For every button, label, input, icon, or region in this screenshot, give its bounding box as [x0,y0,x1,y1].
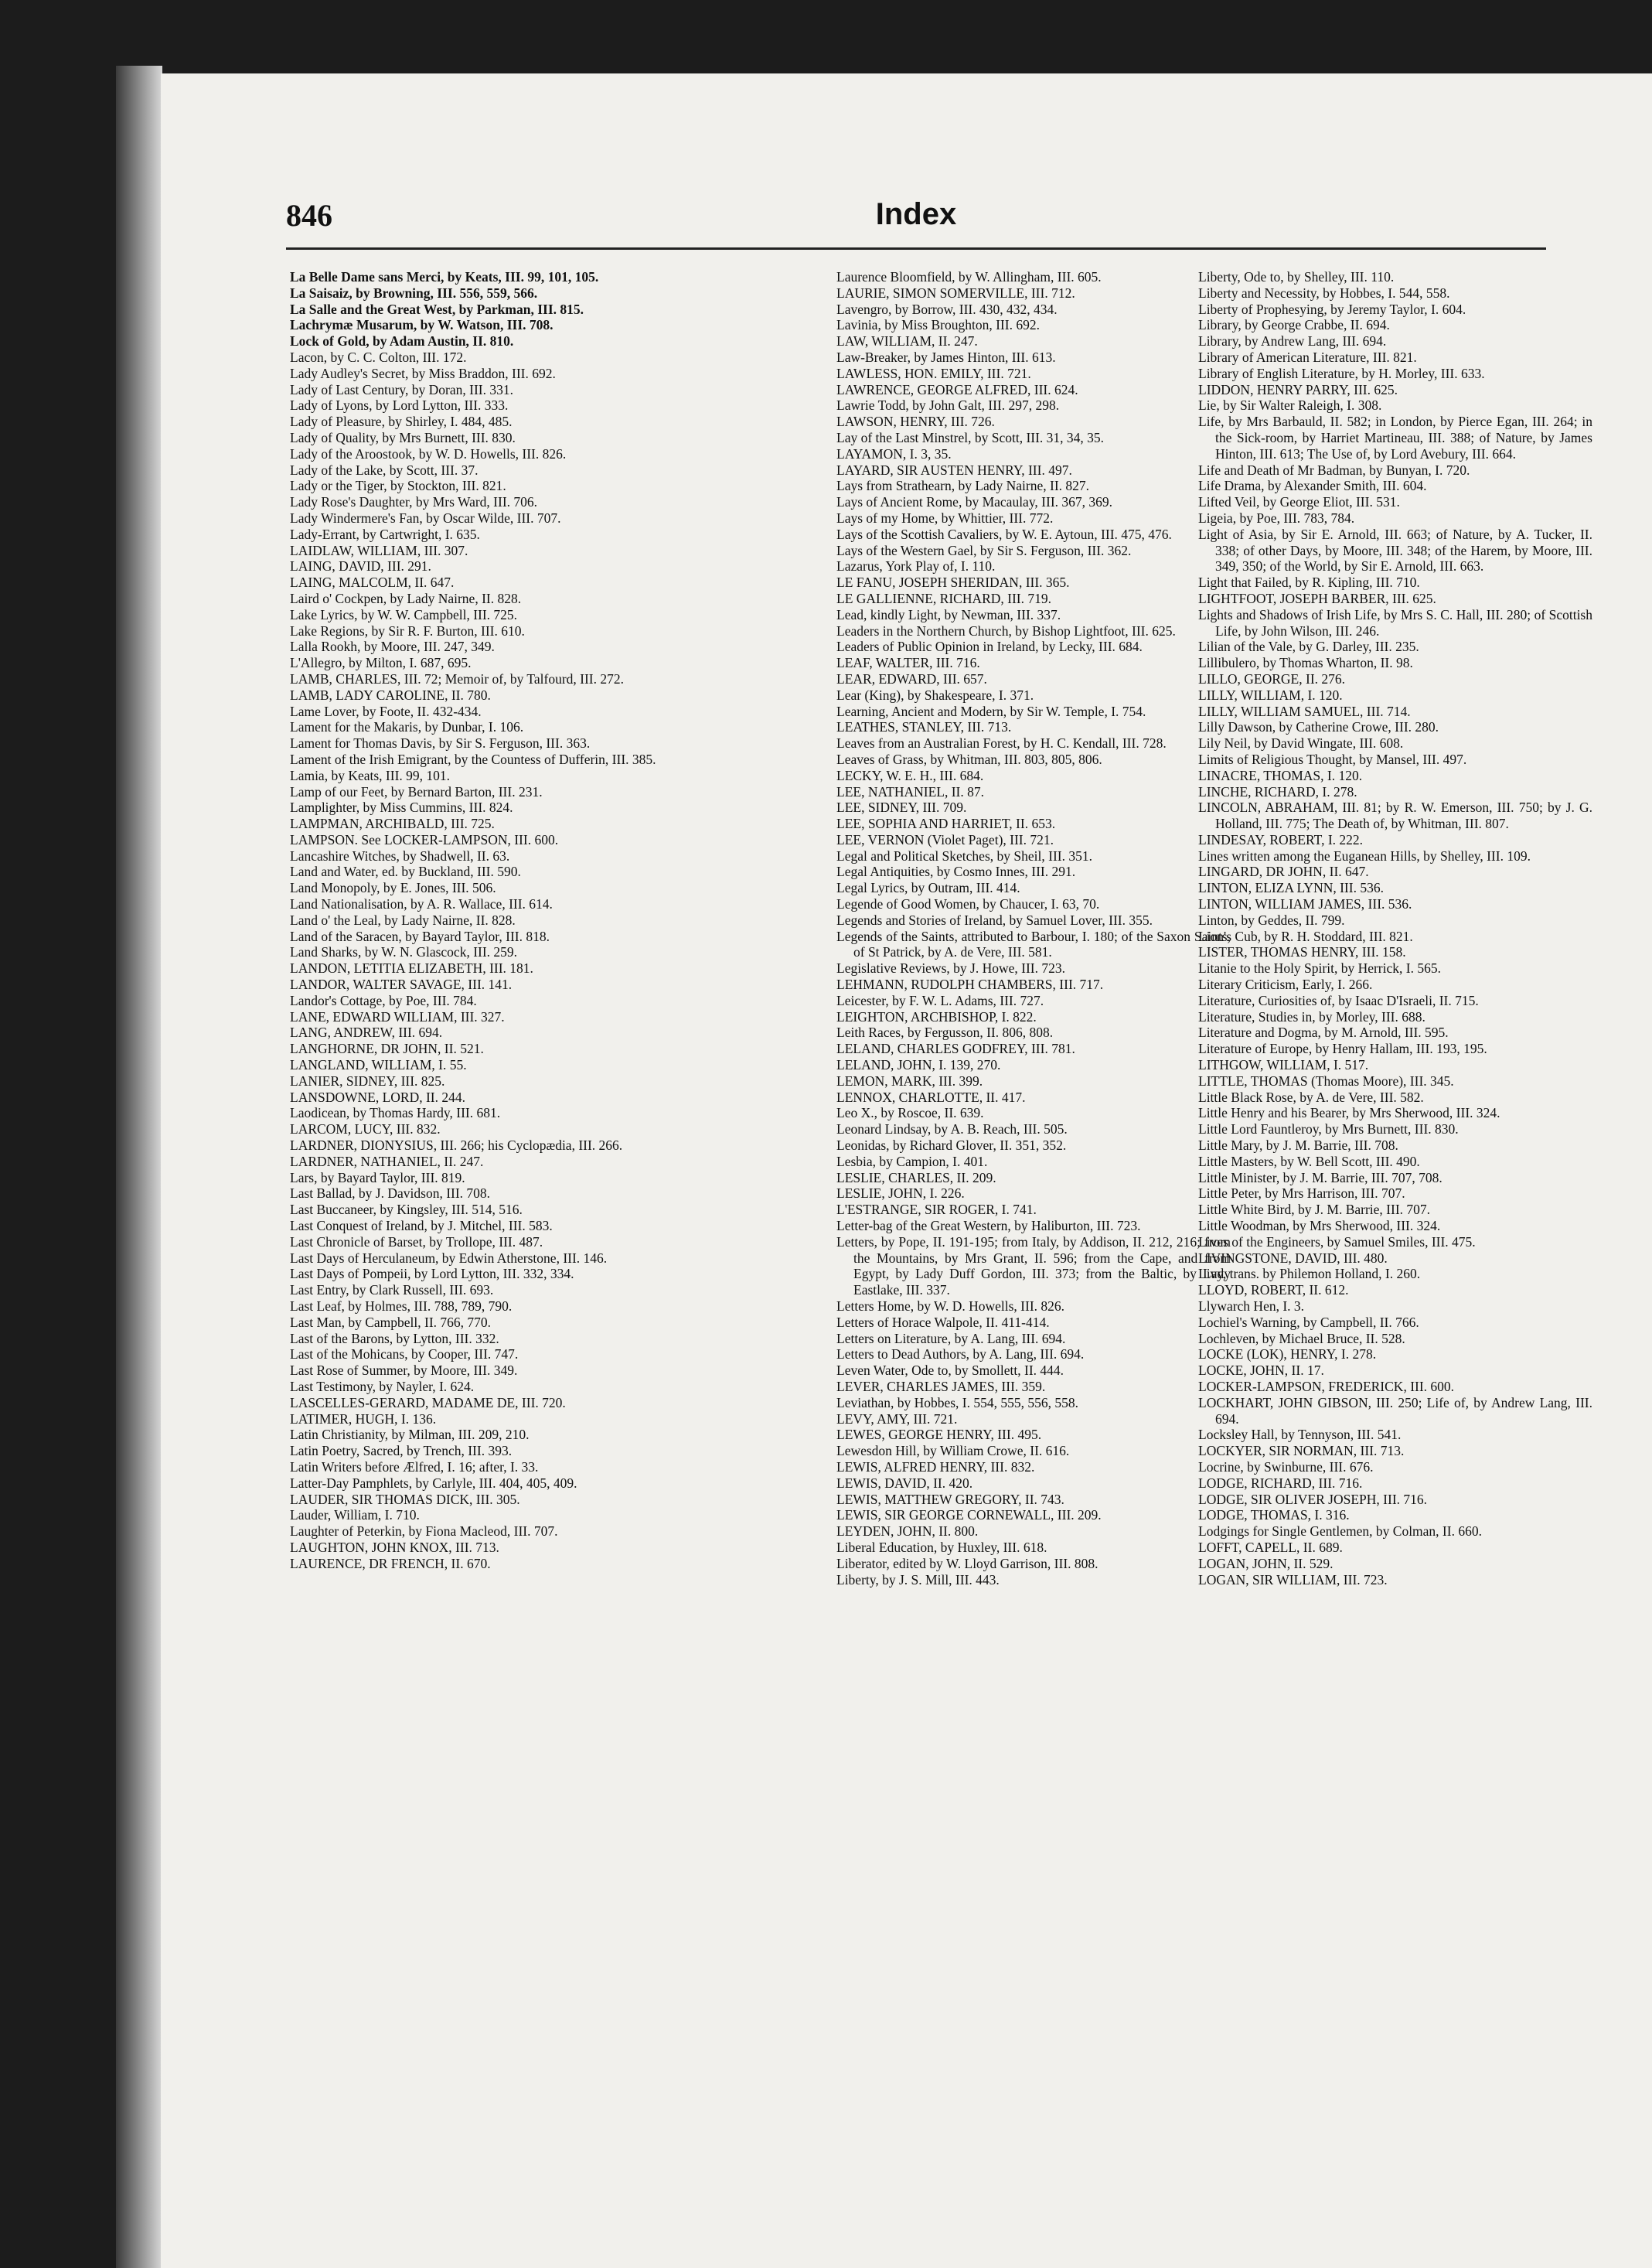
index-entry: Liberal Education, by Huxley, III. 618. [836,1539,1047,1555]
index-entry: Lear (King), by Shakespeare, I. 371. [836,687,1034,703]
index-entry: LELAND, CHARLES GODFREY, III. 781. [836,1041,1075,1057]
index-entry: Laodicean, by Thomas Hardy, III. 681. [290,1105,501,1121]
index-entry: Land Monopoly, by E. Jones, III. 506. [290,880,496,896]
index-entry: Life Drama, by Alexander Smith, III. 604. [1198,478,1427,494]
index-entry: Locrine, by Swinburne, III. 676. [1198,1458,1374,1475]
index-entry: Land of the Saracen, by Bayard Taylor, III. 818. [290,928,550,944]
index-entry: Lights and Shadows of Irish Life, by Mrs S. C. Hall, III. 280; of Scottish Life, by John Wilson, III. 246. [1198,606,1592,639]
index-entry: Latin Christianity, by Milman, III. 209, 210. [290,1427,530,1443]
index-entry: LANSDOWNE, LORD, II. 244. [290,1089,465,1105]
index-entry: LINTON, WILLIAM JAMES, III. 536. [1198,896,1412,912]
index-entry: Lewesdon Hill, by William Crowe, II. 616. [836,1443,1070,1459]
index-entry: LINTON, ELIZA LYNN, III. 536. [1198,880,1384,896]
index-entry: Last Chronicle of Barset, by Trollope, III. 487. [290,1233,543,1250]
index-entry: Landor's Cottage, by Poe, III. 784. [290,992,477,1008]
index-entry: Leo X., by Roscoe, II. 639. [836,1105,984,1121]
index-entry: Litanie to the Holy Spirit, by Herrick, I. 565. [1198,960,1441,977]
index-entry: Lilian of the Vale, by G. Darley, III. 235. [1198,639,1419,655]
index-entry: LISTER, THOMAS HENRY, III. 158. [1198,944,1406,960]
index-entry: Lines written among the Euganean Hills, by Shelley, III. 109. [1198,848,1531,864]
index-entry: LILLY, WILLIAM, I. 120. [1198,687,1343,703]
index-entry: Last Leaf, by Holmes, III. 788, 789, 790. [290,1298,513,1314]
index-entry: LANGLAND, WILLIAM, I. 55. [290,1057,467,1073]
index-entry: La Saisaiz, by Browning, III. 556, 559, 566. [290,285,538,301]
index-entry: LAYARD, SIR AUSTEN HENRY, III. 497. [836,462,1072,478]
index-entry: LOFFT, CAPELL, II. 689. [1198,1539,1343,1555]
index-column-3 [1198,269,1592,1588]
index-entry: Last of the Barons, by Lytton, III. 332. [290,1330,499,1346]
index-entry: LAMB, LADY CAROLINE, II. 780. [290,687,491,703]
index-entry: LAURIE, SIMON SOMERVILLE, III. 712. [836,285,1075,301]
index-entry: Legends of the Saints, attributed to Barbour, I. 180; of the Saxon Saints, of St Patrick, by A. de Vere, III. 581. [836,928,1231,960]
index-entry: Lady of the Lake, by Scott, III. 37. [290,462,479,478]
index-entry: Latter-Day Pamphlets, by Carlyle, III. 404, 405, 409. [290,1475,577,1491]
index-entry: LEE, SOPHIA AND HARRIET, II. 653. [836,816,1056,832]
index-entry: Liberty and Necessity, by Hobbes, I. 544, 558. [1198,285,1450,301]
index-entry: Lochiel's Warning, by Campbell, II. 766. [1198,1314,1419,1330]
index-entry: Lillibulero, by Thomas Wharton, II. 98. [1198,655,1413,671]
index-entry: Lamp of our Feet, by Bernard Barton, III. 231. [290,783,543,800]
index-entry: LEHMANN, RUDOLPH CHAMBERS, III. 717. [836,977,1104,993]
index-entry: Lazarus, York Play of, I. 110. [836,558,996,575]
index-entry: LOGAN, JOHN, II. 529. [1198,1555,1334,1571]
index-entry: Lars, by Bayard Taylor, III. 819. [290,1169,465,1185]
index-entry: LAING, MALCOLM, II. 647. [290,575,455,591]
index-entry: Linton, by Geddes, II. 799. [1198,912,1345,928]
index-entry: Lead, kindly Light, by Newman, III. 337. [836,606,1061,622]
index-entry: Leonidas, by Richard Glover, II. 351, 352. [836,1137,1067,1154]
index-entry: Last Man, by Campbell, II. 766, 770. [290,1314,492,1330]
index-entry: LAUGHTON, JOHN KNOX, III. 713. [290,1539,499,1555]
index-entry: LODGE, THOMAS, I. 316. [1198,1507,1350,1523]
index-entry: Lodgings for Single Gentlemen, by Colman, II. 660. [1198,1523,1482,1540]
index-entry: Little Minister, by J. M. Barrie, III. 707, 708. [1198,1169,1443,1185]
index-entry: Lay of the Last Minstrel, by Scott, III. 31, 34, 35. [836,429,1105,445]
header-rule [286,247,1546,250]
index-entry: Library, by Andrew Lang, III. 694. [1198,333,1387,350]
index-entry: LAMPSON. See LOCKER-LAMPSON, III. 600. [290,831,559,848]
index-entry: Ligeia, by Poe, III. 783, 784. [1198,510,1355,526]
index-entry: Lamia, by Keats, III. 99, 101. [290,767,451,783]
index-entry: LODGE, RICHARD, III. 716. [1198,1475,1363,1491]
index-entry: LEATHES, STANLEY, III. 713. [836,719,1012,735]
index-entry: Lake Regions, by Sir R. F. Burton, III. 610. [290,622,525,639]
index-entry: LAIDLAW, WILLIAM, III. 307. [290,542,468,558]
index-entry: LINGARD, DR JOHN, II. 647. [1198,864,1369,880]
index-entry: LIDDON, HENRY PARRY, III. 625. [1198,381,1398,397]
index-entry: Last Testimony, by Nayler, I. 624. [290,1378,475,1394]
index-entry: Little Woodman, by Mrs Sherwood, III. 324. [1198,1218,1441,1234]
index-entry: LARDNER, NATHANIEL, II. 247. [290,1153,484,1169]
index-entry: Light that Failed, by R. Kipling, III. 710. [1198,575,1420,591]
index-entry: Lalla Rookh, by Moore, III. 247, 349. [290,639,495,655]
index-entry: Light of Asia, by Sir E. Arnold, III. 663; of Nature, by A. Tucker, II. 338; of other Days, by Moore, III. 348; of the Harem, by Moore, III. 349, 350; of the World, by Sir E. Arnold, III. 663. [1198,526,1592,575]
index-entry: LAUDER, SIR THOMAS DICK, III. 305. [290,1491,520,1507]
page-title: Index [875,197,957,231]
index-entry: Learning, Ancient and Modern, by Sir W. Temple, I. 754. [836,703,1146,719]
index-entry: Liberty, Ode to, by Shelley, III. 110. [1198,269,1395,285]
index-entry: Lock of Gold, by Adam Austin, II. 810. [290,333,514,350]
index-entry: LARDNER, DIONYSIUS, III. 266; his Cyclopædia, III. 266. [290,1137,623,1154]
index-entry: Lesbia, by Campion, I. 401. [836,1153,988,1169]
index-entry: Last of the Mohicans, by Cooper, III. 747. [290,1346,519,1363]
index-entry: Lifted Veil, by George Eliot, III. 531. [1198,494,1400,510]
index-entry: LEIGHTON, ARCHBISHOP, I. 822. [836,1008,1037,1025]
index-entry: Leaves from an Australian Forest, by H. C. Kendall, III. 728. [836,735,1167,752]
page-header [286,197,1546,236]
index-entry: LITHGOW, WILLIAM, I. 517. [1198,1057,1369,1073]
index-entry: Last Days of Herculaneum, by Edwin Atherstone, III. 146. [290,1250,608,1266]
index-entry: Llywarch Hen, I. 3. [1198,1298,1305,1314]
index-entry: LIGHTFOOT, JOSEPH BARBER, III. 625. [1198,590,1436,606]
index-entry: LEE, NATHANIEL, II. 87. [836,783,984,800]
index-entry: Lavengro, by Borrow, III. 430, 432, 434. [836,301,1058,317]
index-entry: Law-Breaker, by James Hinton, III. 613. [836,349,1056,365]
index-entry: LOCKE, JOHN, II. 17. [1198,1363,1324,1379]
index-entry: Lays of the Western Gael, by Sir S. Ferguson, III. 362. [836,542,1132,558]
index-entry: Lament for Thomas Davis, by Sir S. Ferguson, III. 363. [290,735,591,752]
index-entry: Leviathan, by Hobbes, I. 554, 555, 556, 558. [836,1394,1079,1410]
index-entry: LENNOX, CHARLOTTE, II. 417. [836,1089,1026,1105]
index-entry: Little Black Rose, by A. de Vere, III. 582. [1198,1089,1424,1105]
index-entry: Lion's Cub, by R. H. Stoddard, III. 821. [1198,928,1413,944]
index-entry: LEE, VERNON (Violet Paget), III. 721. [836,831,1054,848]
index-entry: Leith Races, by Fergusson, II. 806, 808. [836,1025,1054,1041]
index-entry: Library of American Literature, III. 821. [1198,349,1417,365]
index-entry: Little Lord Fauntleroy, by Mrs Burnett, III. 830. [1198,1121,1459,1137]
index-entry: Lays of my Home, by Whittier, III. 772. [836,510,1054,526]
index-entry: Lochleven, by Michael Bruce, II. 528. [1198,1330,1405,1346]
index-entry: LOGAN, SIR WILLIAM, III. 723. [1198,1571,1388,1588]
index-entry: LATIMER, HUGH, I. 136. [290,1410,437,1427]
index-entry: LIVINGSTONE, DAVID, III. 480. [1198,1250,1388,1266]
index-entry: Leonard Lindsay, by A. B. Reach, III. 505. [836,1121,1068,1137]
index-entry: Little White Bird, by J. M. Barrie, III. 707. [1198,1202,1431,1218]
index-entry: Last Rose of Summer, by Moore, III. 349. [290,1363,518,1379]
page-number: 846 [286,198,332,233]
index-entry: Legends and Stories of Ireland, by Samuel Lover, III. 355. [836,912,1153,928]
index-entry: Leaders of Public Opinion in Ireland, by Lecky, III. 684. [836,639,1143,655]
index-entry: Little Peter, by Mrs Harrison, III. 707. [1198,1185,1405,1202]
index-entry: Lie, by Sir Walter Raleigh, I. 308. [1198,397,1382,414]
index-entry: Lament for the Makaris, by Dunbar, I. 106. [290,719,524,735]
index-entry: Literature of Europe, by Henry Hallam, III. 193, 195. [1198,1041,1487,1057]
index-entry: Lament of the Irish Emigrant, by the Countess of Dufferin, III. 385. [290,751,656,767]
index-entry: Last Days of Pompeii, by Lord Lytton, III. 332, 334. [290,1266,574,1282]
index-entry: LEAR, EDWARD, III. 657. [836,670,987,687]
index-entry: LANDON, LETITIA ELIZABETH, III. 181. [290,960,533,977]
index-entry: LINCHE, RICHARD, I. 278. [1198,783,1357,800]
index-entry: Limits of Religious Thought, by Mansel, III. 497. [1198,751,1467,767]
index-entry: Letters, by Pope, II. 191-195; from Italy, by Addison, II. 212, 216; from the Mountains, by Mrs Grant, II. 596; from the Cape, and from Egypt, by Lady Duff Gordon, III. 373; from the Baltic, by Lady Eastlake, III. 337. [836,1233,1231,1298]
index-entry: Lily Neil, by David Wingate, III. 608. [1198,735,1404,752]
index-entry: La Belle Dame sans Merci, by Keats, III. 99, 101, 105. [290,269,599,285]
index-entry: Lacon, by C. C. Colton, III. 172. [290,349,467,365]
index-entry: Liberator, edited by W. Lloyd Garrison, III. 808. [836,1555,1098,1571]
index-entry: LINDESAY, ROBERT, I. 222. [1198,831,1364,848]
index-entry: Library of English Literature, by H. Morley, III. 633. [1198,365,1485,381]
index-entry: LAURENCE, DR FRENCH, II. 670. [290,1555,491,1571]
index-entry: Life and Death of Mr Badman, by Bunyan, I. 720. [1198,462,1470,478]
index-entry: Letters Home, by W. D. Howells, III. 826. [836,1298,1065,1314]
index-entry: La Salle and the Great West, by Parkman, III. 815. [290,301,584,317]
index-entry: Lays from Strathearn, by Lady Nairne, II. 827. [836,478,1090,494]
index-entry: Leven Water, Ode to, by Smollett, II. 444. [836,1363,1064,1379]
index-entry: LINACRE, THOMAS, I. 120. [1198,767,1363,783]
index-entry: Little Mary, by J. M. Barrie, III. 708. [1198,1137,1398,1154]
index-entry: LEAF, WALTER, III. 716. [836,655,980,671]
index-entry: LINCOLN, ABRAHAM, III. 81; by R. W. Emerson, III. 750; by J. G. Holland, III. 775; The Death of, by Whitman, III. 807. [1198,800,1592,832]
index-entry: Latin Writers before Ælfred, I. 16; after, I. 33. [290,1458,539,1475]
index-entry: LE GALLIENNE, RICHARD, III. 719. [836,590,1052,606]
index-entry: L'Allegro, by Milton, I. 687, 695. [290,655,472,671]
index-entry: LAING, DAVID, III. 291. [290,558,431,575]
index-entry: LOCKE (LOK), HENRY, I. 278. [1198,1346,1377,1363]
index-entry: LLOYD, ROBERT, II. 612. [1198,1282,1349,1298]
index-entry: Lady of Last Century, by Doran, III. 331. [290,381,513,397]
index-entry: LEE, SIDNEY, III. 709. [836,800,967,816]
index-entry: Lady-Errant, by Cartwright, I. 635. [290,526,480,542]
index-entry: Land o' the Leal, by Lady Nairne, II. 828. [290,912,516,928]
index-entry: Letters of Horace Walpole, II. 411-414. [836,1314,1050,1330]
index-entry: Legislative Reviews, by J. Howe, III. 723. [836,960,1065,977]
index-column-1 [290,269,684,1572]
index-entry: Legal Lyrics, by Outram, III. 414. [836,880,1020,896]
index-entry: Lachrymæ Musarum, by W. Watson, III. 708. [290,317,554,333]
index-entry: Legende of Good Women, by Chaucer, I. 63, 70. [836,896,1100,912]
index-entry: Lady or the Tiger, by Stockton, III. 821. [290,478,506,494]
index-entry: Lady of Quality, by Mrs Burnett, III. 830. [290,429,516,445]
index-entry: Lays of the Scottish Cavaliers, by W. E. Aytoun, III. 475, 476. [836,526,1172,542]
index-entry: LEWES, GEORGE HENRY, III. 495. [836,1427,1042,1443]
index-entry: Leicester, by F. W. L. Adams, III. 727. [836,992,1044,1008]
index-entry: Leaves of Grass, by Whitman, III. 803, 805, 806. [836,751,1102,767]
index-entry: Lady Rose's Daughter, by Mrs Ward, III. 706. [290,494,538,510]
index-entry: Lays of Ancient Rome, by Macaulay, III. 367, 369. [836,494,1113,510]
index-entry: LEMON, MARK, III. 399. [836,1073,983,1089]
index-entry: Last Buccaneer, by Kingsley, III. 514, 516. [290,1202,523,1218]
index-entry: LAMPMAN, ARCHIBALD, III. 725. [290,816,495,832]
index-entry: Leaders in the Northern Church, by Bishop Lightfoot, III. 625. [836,622,1176,639]
index-entry: Lady Windermere's Fan, by Oscar Wilde, III. 707. [290,510,561,526]
index-entry: Liberty, by J. S. Mill, III. 443. [836,1571,1000,1588]
index-entry: Lady Audley's Secret, by Miss Braddon, III. 692. [290,365,556,381]
index-entry: Last Entry, by Clark Russell, III. 693. [290,1282,494,1298]
index-entry: Literature, Curiosities of, by Isaac D'Israeli, II. 715. [1198,992,1479,1008]
index-entry: Lawrie Todd, by John Galt, III. 297, 298. [836,397,1060,414]
index-entry: LARCOM, LUCY, III. 832. [290,1121,441,1137]
index-entry: Lauder, William, I. 710. [290,1507,420,1523]
index-entry: Land Sharks, by W. N. Glascock, III. 259. [290,944,518,960]
index-entry: LOCKHART, JOHN GIBSON, III. 250; Life of, by Andrew Lang, III. 694. [1198,1394,1592,1427]
page-edge-shadow [116,66,162,2268]
index-entry: LEWIS, ALFRED HENRY, III. 832. [836,1458,1035,1475]
index-entry: Lake Lyrics, by W. W. Campbell, III. 725. [290,606,518,622]
index-entry: LANDOR, WALTER SAVAGE, III. 141. [290,977,513,993]
index-entry: LESLIE, JOHN, I. 226. [836,1185,965,1202]
index-entry: Lamplighter, by Miss Cummins, III. 824. [290,800,513,816]
index-entry: Lancashire Witches, by Shadwell, II. 63. [290,848,510,864]
index-entry: Lame Lover, by Foote, II. 432-434. [290,703,482,719]
index-entry: LILLY, WILLIAM SAMUEL, III. 714. [1198,703,1411,719]
index-entry: LAWRENCE, GEORGE ALFRED, III. 624. [836,381,1078,397]
index-entry: Laughter of Peterkin, by Fiona Macleod, III. 707. [290,1523,558,1540]
index-entry: Letters on Literature, by A. Lang, III. 694. [836,1330,1066,1346]
index-entry: Little Masters, by W. Bell Scott, III. 490. [1198,1153,1420,1169]
index-entry: LILLO, GEORGE, II. 276. [1198,670,1346,687]
index-entry: LAWSON, HENRY, III. 726. [836,414,995,430]
index-entry: Laird o' Cockpen, by Lady Nairne, II. 828. [290,590,522,606]
index-entry: Livy, trans. by Philemon Holland, I. 260. [1198,1266,1421,1282]
index-entry: Land Nationalisation, by A. R. Wallace, III. 614. [290,896,553,912]
index-entry: LE FANU, JOSEPH SHERIDAN, III. 365. [836,575,1070,591]
index-entry: LEVY, AMY, III. 721. [836,1410,958,1427]
index-entry: Life, by Mrs Barbauld, II. 582; in London, by Pierce Egan, III. 264; in the Sick-room, by Harriet Martineau, III. 388; of Nature, by James Hinton, III. 613; The Use of, by Lord Avebury, III. 664. [1198,414,1592,462]
index-entry: LITTLE, THOMAS (Thomas Moore), III. 345. [1198,1073,1454,1089]
index-entry: LANGHORNE, DR JOHN, II. 521. [290,1041,484,1057]
index-entry: Literary Criticism, Early, I. 266. [1198,977,1373,993]
index-entry: L'ESTRANGE, SIR ROGER, I. 741. [836,1202,1037,1218]
index-entry: LESLIE, CHARLES, II. 209. [836,1169,996,1185]
index-entry: Library, by George Crabbe, II. 694. [1198,317,1390,333]
index-entry: Liberty of Prophesying, by Jeremy Taylor, I. 604. [1198,301,1466,317]
index-entry: Lavinia, by Miss Broughton, III. 692. [836,317,1040,333]
index-entry: Land and Water, ed. by Buckland, III. 590. [290,864,521,880]
index-entry: Laurence Bloomfield, by W. Allingham, III. 605. [836,269,1102,285]
index-entry: Latin Poetry, Sacred, by Trench, III. 393. [290,1443,513,1459]
index-column-2 [836,269,1231,1588]
index-entry: LEYDEN, JOHN, II. 800. [836,1523,979,1540]
index-entry: Lady of Pleasure, by Shirley, I. 484, 485. [290,414,513,430]
index-entry: LAMB, CHARLES, III. 72; Memoir of, by Talfourd, III. 272. [290,670,625,687]
index-entry: LOCKER-LAMPSON, FREDERICK, III. 600. [1198,1378,1455,1394]
index-entry: LEWIS, DAVID, II. 420. [836,1475,973,1491]
index-entry: LEWIS, SIR GEORGE CORNEWALL, III. 209. [836,1507,1102,1523]
index-entry: Legal and Political Sketches, by Sheil, III. 351. [836,848,1092,864]
index-entry: Locksley Hall, by Tennyson, III. 541. [1198,1427,1402,1443]
index-entry: LECKY, W. E. H., III. 684. [836,767,984,783]
index-entry: Lady of the Aroostook, by W. D. Howells, III. 826. [290,445,567,462]
index-entry: Little Henry and his Bearer, by Mrs Sherwood, III. 324. [1198,1105,1500,1121]
index-entry: LASCELLES-GERARD, MADAME DE, III. 720. [290,1394,566,1410]
index-entry: LAWLESS, HON. EMILY, III. 721. [836,365,1031,381]
index-entry: LOCKYER, SIR NORMAN, III. 713. [1198,1443,1405,1459]
index-entry: LANE, EDWARD WILLIAM, III. 327. [290,1008,505,1025]
index-entry: Legal Antiquities, by Cosmo Innes, III. 291. [836,864,1076,880]
index-entry: Literature and Dogma, by M. Arnold, III. 595. [1198,1025,1449,1041]
index-entry: Last Conquest of Ireland, by J. Mitchel, III. 583. [290,1218,553,1234]
index-entry: LODGE, SIR OLIVER JOSEPH, III. 716. [1198,1491,1428,1507]
index-entry: LEWIS, MATTHEW GREGORY, II. 743. [836,1491,1064,1507]
index-entry: LELAND, JOHN, I. 139, 270. [836,1057,1001,1073]
index-entry: LAYAMON, I. 3, 35. [836,445,952,462]
index-entry: Lady of Lyons, by Lord Lytton, III. 333. [290,397,509,414]
index-entry: LEVER, CHARLES JAMES, III. 359. [836,1378,1046,1394]
index-entry: Letters to Dead Authors, by A. Lang, III. 694. [836,1346,1085,1363]
index-entry: LANIER, SIDNEY, III. 825. [290,1073,445,1089]
index-entry: Last Ballad, by J. Davidson, III. 708. [290,1185,491,1202]
index-entry: LANG, ANDREW, III. 694. [290,1025,443,1041]
index-entry: Lilly Dawson, by Catherine Crowe, III. 280. [1198,719,1439,735]
index-entry: Lives of the Engineers, by Samuel Smiles, III. 475. [1198,1233,1476,1250]
index-entry: Letter-bag of the Great Western, by Haliburton, III. 723. [836,1218,1141,1234]
index-entry: LAW, WILLIAM, II. 247. [836,333,978,350]
index-entry: Literature, Studies in, by Morley, III. 688. [1198,1008,1425,1025]
